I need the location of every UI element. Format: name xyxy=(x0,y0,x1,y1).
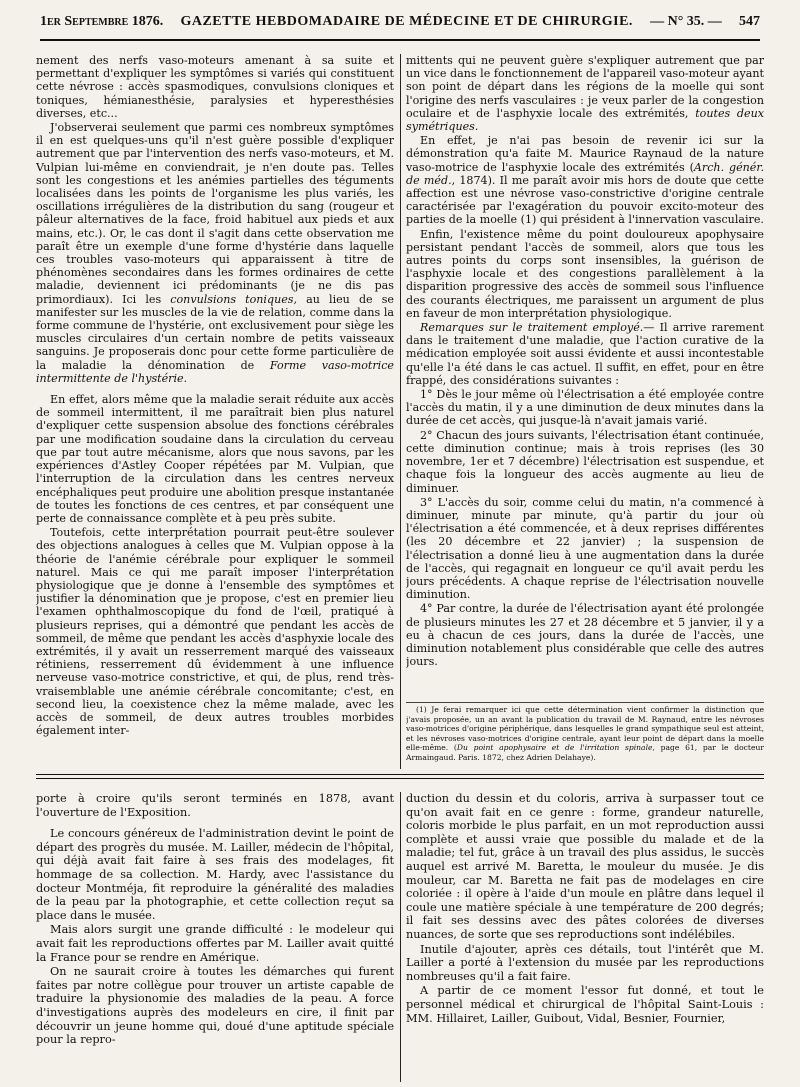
paragraph: 2° Chacun des jours suivants, l'électrisation étant continuée, cette diminution continue; mais à trois reprises (les 30 novembre, 1er et 7 décembre) l'électrisation est suspendue, et chaque fois la longueur des accès augmente au lieu de diminuer. xyxy=(406,428,764,495)
paragraph: 1° Dès le jour même où l'électrisation a été employée contre l'accès du matin, il y a une diminution de deux minutes dans la durée de cet accès, qui jusque-là n'avait jamais varié. xyxy=(406,388,764,428)
paragraph: mittents qui ne peuvent guère s'expliquer autrement que par un vice dans le fonctionnement de l'appareil vaso-moteur ayant son point de départ dans les régions de la moelle qui sont l'origine des nerfs vasculaires : je veux parler de la congestion oculaire et de l'asphyxie locale des extrémités, toutes deux symétriques. xyxy=(406,54,764,134)
paragraph: porte à croire qu'ils seront terminés en 1878, avant l'ouverture de l'Exposition. xyxy=(36,792,394,819)
paragraph: Enfin, l'existence même du point douloureux apophysaire persistant pendant l'accès de sommeil, alors que tous les autres points du corps sont insensibles, la guérison de l'asphyxie locale et des congestions parallèlement à la disparition progressive des accès de sommeil sous l'influence des courants électriques, me paraissent un argument de plus en faveur de mon interprétation physiologique. xyxy=(406,227,764,320)
bottom-left-column xyxy=(36,792,394,1082)
emphasis: convulsions toniques, xyxy=(170,292,298,306)
section-heading: Remarques sur le traitement employé. xyxy=(420,321,644,335)
paragraph: Remarques sur le traitement employé.— Il arrive rarement dans le traitement d'une maladie, que l'action curative de la médication employée soit aussi évidente et aussi incontestable qu'elle l'a été dans le cas actuel. Il suffit, en effet, pour en être frappé, des considérations suivantes : xyxy=(406,321,764,387)
bottom-right-column xyxy=(406,792,764,1082)
paragraph: 3° L'accès du soir, comme celui du matin, n'a commencé à diminuer, minute par minute, qu'à partir du jour où l'électrisation a été commencée, et à deux reprises différentes (les 20 décembre et 22 janvier) ; la suspension de l'électrisation a donné lieu à une augmentation dans la durée de l'accès, qui regagnait en longueur ce qu'il avait perdu les jours précédents. A chaque reprise de l'électrisation nouvelle diminution. xyxy=(406,495,764,602)
column-divider xyxy=(400,792,401,1082)
header-page-number: 547 xyxy=(738,14,760,29)
header-issue: — N° 35. — xyxy=(650,14,722,29)
paragraph: nement des nerfs vaso-moteurs amenant à sa suite et permettant d'expliquer les symptômes si variés qui constituent cette névrose : accès spasmodiques, convulsions cloniques et toniques, hémianesthésie, paralysies et hyperesthésies diverses, etc... xyxy=(36,54,394,120)
paragraph: J'observerai seulement que parmi ces nombreux symptômes il en est quelques-uns qu'il n'est guère possible d'expliquer autrement que par l'intervention des nerfs vaso-moteurs, et M. Vulpian lui-même en conviendrait, je n'en doute pas. Telles sont les congestions et les anémies partielles des téguments localisées dans les points de l'organisme les plus variés, les oscillations irrégulières de la distribution du sang (rougeur et pâleur alternatives de la face, froid habituel aux pieds et aux mains, etc.). Or, le cas dont il s'agit dans cette observation me paraît être un exemple d'une forme d'hystérie dans laquelle ces troubles vaso-moteurs qui apparaissent à titre de phénomènes secondaires dans les formes ordinaires de cette maladie, deviennent ici prédominants (je ne dis pas primordiaux). Ici les convulsions toniques, au lieu de se manifester sur les muscles de la vie de relation, comme dans la forme commune de l'hystérie, ont exclusivement pour siège les muscles circulaires d'un certain nombre de petits vaisseaux sanguins. Je proposerais donc pour cette forme particulière de la maladie la dénomination de Forme vaso-motrice intermittente de l'hystérie. xyxy=(36,121,394,385)
column-divider xyxy=(400,54,401,769)
paragraph: En effet, je n'ai pas besoin de revenir ici sur la démonstration qu'a faite M. Maurice Raynaud de la nature vaso-motrice de l'asphyxie locale des extrémités (Arch. génér. de méd., 1874). Il me paraît avoir mis hors de doute que cette affection est une névrose vaso-constrictive d'origine centrale caractérisée par l'exagération du pouvoir excito-moteur des parties de la moelle (1) qui président à l'innervation vasculaire. xyxy=(406,134,764,227)
top-left-column xyxy=(36,54,394,769)
paragraph: 4° Par contre, la durée de l'électrisation ayant été prolongée de plusieurs minutes les 27 et 28 décembre et 5 janvier, il y a eu à chacun de ces jours, dans la durée de l'accès, une diminution notablement plus considérable que celle des autres jours. xyxy=(406,602,764,669)
paragraph: En effet, alors même que la maladie serait réduite aux accès de sommeil intermittent, il me paraîtrait bien plus naturel d'expliquer cette suspension absolue des fonctions cérébrales par une modification soudaine dans la circulation du cerveau que par tout autre mécanisme, alors que nous savons, par les expériences d'Astley Cooper répétées par M. Vulpian, que l'interruption de la circulation dans les centres nerveux encéphaliques peut produire une abolition presque instantanée de toutes les fonctions de ces centres, et par conséquent une perte de connaissance complète et à peu près subite. xyxy=(36,393,394,525)
footnote-text: (1) Je ferai remarquer ici que cette détermination vient confirmer la distinction que j'avais proposée, un an avant la publication du travail de M. Raynaud, entre les névroses vaso-motrices d'origine périphérique, dans lesquelles le grand sympathique seul est atteint, et les névroses vaso-motrices d'origine centrale, ayant leur point de départ dans la moelle elle-même. (Du point apophysaire et de l'irritation spinale, page 61, par le docteur Armaingaud. Paris. 1872, chez Adrien Delahaye). xyxy=(406,705,764,762)
paragraph: Mais alors surgit une grande difficulté : le modeleur qui avait fait les reproductions offertes par M. Lailler avait quitté la France pour se rendre en Amérique. xyxy=(36,923,394,964)
header-date: 1er Septembre 1876. xyxy=(40,14,164,29)
emphasis: toutes deux symétriques. xyxy=(406,106,764,134)
paragraph: Inutile d'ajouter, après ces détails, tout l'intérêt que M. Lailler a porté à l'extension du musée par les reproductions nombreuses qu'il a fait faire. xyxy=(406,942,764,983)
footnote xyxy=(406,702,764,771)
top-right-column xyxy=(406,54,764,699)
page-header xyxy=(40,14,760,41)
paragraph: duction du dessin et du coloris, arriva à surpasser tout ce qu'on avait fait en ce genre : forme, grandeur naturelle, coloris morbide le plus parfait, en un mot reproduction aussi complète et aussi vraie que possible du malade et de la maladie; tel fut, grâce à un travail des plus assidus, le succès auquel est arrivé M. Baretta, le mouleur du musée. Je dis mouleur, car M. Baretta ne fait pas de modelages en cire coloriée : il opère à l'aide d'un moule en plâtre dans lequel il coule une matière spéciale à une température de 200 degrés; il fait ses dessins avec des pâtes colorées de diverses nuances, de sorte que ses reproductions sont indélébiles. xyxy=(406,792,764,941)
paragraph: Le concours généreux de l'administration devint le point de départ des progrès du musée. M. Lailler, médecin de l'hôpital, qui déjà avait fait faire à ses frais des modelages, fit hommage de sa collection. M. Hardy, avec l'assistance du docteur Montméja, fit reproduire la généralité des maladies de la peau par la photographie, et cette collection reçut sa place dans le musée. xyxy=(36,827,394,922)
header-title: GAZETTE HEBDOMADAIRE DE MÉDECINE ET DE CHIRURGIE. xyxy=(180,14,633,29)
paragraph: A partir de ce moment l'essor fut donné, et tout le personnel médical et chirurgical de l'hôpital Saint-Louis : MM. Hillairet, Lailler, Guibout, Vidal, Besnier, Fournier, xyxy=(406,984,764,1025)
emphasis: Forme vaso-motrice intermittente de l'hystérie. xyxy=(36,358,394,385)
paragraph: Toutefois, cette interprétation pourrait peut-être soulever des objections analogues à celles que M. Vulpian oppose à la théorie de l'anémie cérébrale pour expliquer le sommeil naturel. Mais ce qui me paraît imposer l'interprétation physiologique que je donne à l'ensemble des symptômes et justifier la dénomination que je propose, c'est en premier lieu l'examen ophthalmoscopique du fond de l'œil, pratiqué à plusieurs reprises, qui a démontré que pendant les accès de sommeil, de même que pendant les accès d'asphyxie locale des extrémités, il y avait un resserrement marqué des vaisseaux rétiniens, resserrement dû évidemment à une influence nerveuse vaso-motrice constrictive, et qui, de plus, rend très-vraisemblable une anémie cérébrale concomitante; c'est, en second lieu, la coexistence chez la même malade, avec les accès de sommeil, de deux autres troubles morbides également inter- xyxy=(36,526,394,738)
paragraph: On ne saurait croire à toutes les démarches qui furent faites par notre collègue pour trouver un artiste capable de traduire la physionomie des maladies de la peau. A force d'investigations auprès des modeleurs en cire, il finit par découvrir un jeune homme qui, doué d'une aptitude spéciale pour la repro- xyxy=(36,965,394,1047)
emphasis: Arch. génér. de méd. xyxy=(406,160,764,187)
section-divider xyxy=(36,774,764,779)
